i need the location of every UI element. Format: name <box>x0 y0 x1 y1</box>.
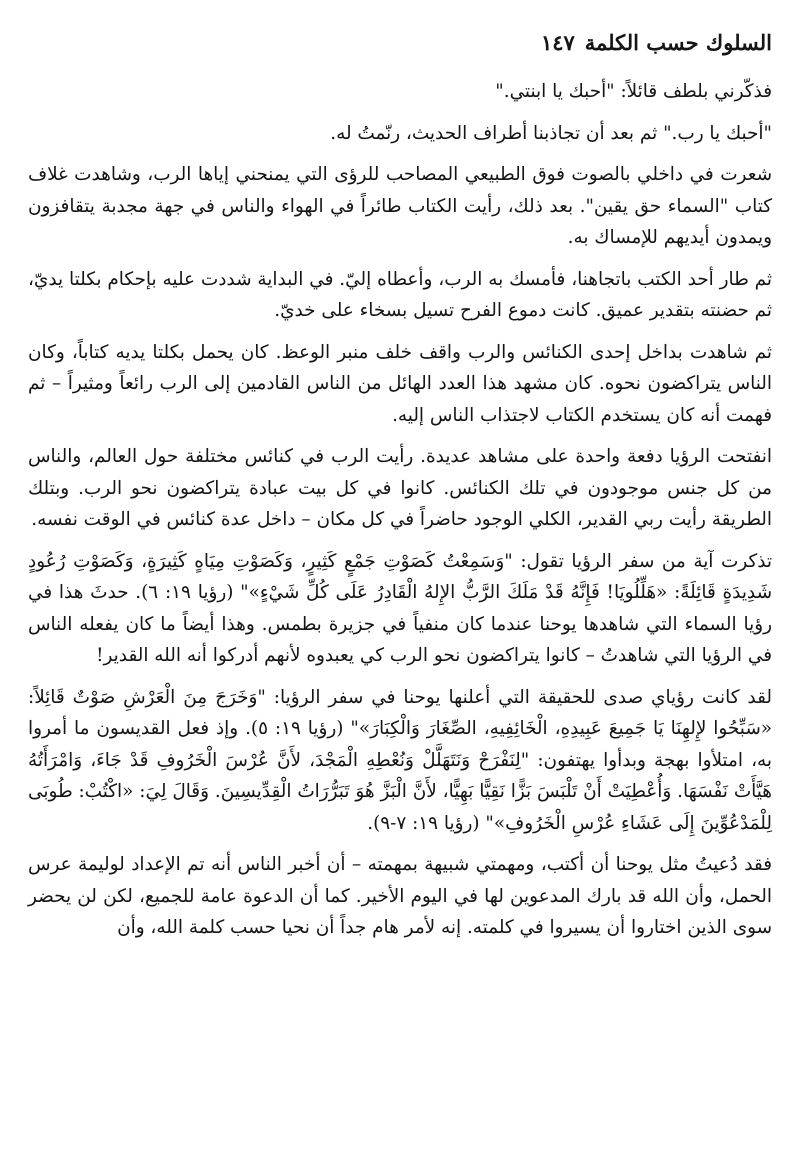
paragraph: ثم شاهدت بداخل إحدى الكنائس والرب واقف خلف منبر الوعظ. كان يحمل بكلتا يديه كتاباً، وكان الناس يتراكضون نحوه. كان مشهد هذا العدد الهائل من الناس القادمين إلى الرب رائعاً ومثيراً – ثم فهمت أنه كان يستخدم الكتاب لاجتذاب الناس إليه. <box>28 341 772 426</box>
paragraph: انفتحت الرؤيا دفعة واحدة على مشاهد عديدة. رأيت الرب في كنائس مختلفة حول العالم، والناس من كل جنس موجودون في تلك الكنائس. كانوا في كل بيت عبادة يتراكضون نحو الرب. وبتلك الطريقة رأيت ربي القدير، الكلي الوجود حاضراً في كل مكان – داخل عدة كنائس في الوقت نفسه. <box>28 446 772 530</box>
paragraph: فذكّرني بلطف قائلاً: "أحبك يا ابنتي." <box>495 81 772 102</box>
paragraph: تذكرت آية من سفر الرؤيا تقول: "وَسَمِعْتُ كَصَوْتِ جَمْعٍ كَثِيرٍ، وَكَصَوْتِ مِيَاهٍ كَثِيرَةٍ، وَكَصَوْتِ رُعُودٍ شَدِيدَةٍ قَائِلَةً: «هَلِّلُويَا! فَإِنَّهُ قَدْ مَلَكَ الرَّبُّ الإِلهُ الْقَادِرُ عَلَى كُلِّ شَيْءٍ»" (رؤيا ١٩: ٦). حدثَ هذا في رؤيا السماء التي شاهدها يوحنا عندما كان منفياً في جزيرة بطمس. وهذا أيضاً ما كان يفعله الناس في الرؤيا التي شاهدتُ – كانوا يتراكضون نحو الرب كي يعبدوه لأنهم أدركوا أنه الله القدير! <box>28 550 772 666</box>
page-number: ١٤٧ <box>540 29 575 55</box>
paragraph: لقد كانت رؤياي صدى للحقيقة التي أعلنها يوحنا في سفر الرؤيا: "وَخَرَجَ مِنَ الْعَرْشِ صَوْتٌ قَائِلاً: «سَبِّحُوا لإِلهِنَا يَا جَمِيعَ عَبِيدِهِ، الْخَائِفِيهِ، الصِّغَارَ وَالْكِبَارَ»" (رؤيا ١٩: ٥). وإذ فعل القديسون ما أمروا به، امتلأوا بهجة وبدأوا يهتفون: "لِنَفْرَحْ وَنَتَهَلَّلْ وَنُعْطِهِ الْمَجْدَ، لأَنَّ عُرْسَ الْخَرُوفِ قَدْ جَاءَ، وَامْرَأَتُهُ هَيَّأَتْ نَفْسَهَا. وَأُعْطِيَتْ أَنْ تَلْبَسَ بَزًّا نَقِيًّا بَهِيًّا، لأَنَّ الْبَزَّ هُوَ تَبَرُّرَاتُ الْقِدِّيسِينَ. وَقَالَ لِيَ: «اكْتُبْ: طُوبَى لِلْمَدْعُوِّينَ إِلَى عَشَاءِ عُرْسِ الْخَرُوفِ»" (رؤيا ١٩: ٧-٩). <box>28 686 772 834</box>
paragraph: فقد دُعيتُ مثل يوحنا أن أكتب، ومهمتي شبيهة بمهمته – أن أخبر الناس أنه تم الإعداد لوليمة عرس الحمل، وأن الله قد بارك المدعوين لها في اليوم الأخير. كما أن الدعوة عامة للجميع، لكن لن يحضر سوى الذين اختاروا أن يسيروا في كلمته. إنه لأمر هام جداً أن نحيا حسب كلمة الله، وأن <box>28 854 772 938</box>
paragraph: "أحبك يا رب." ثم بعد أن تجاذبنا أطراف الحديث، رنّمتُ له. <box>330 122 772 144</box>
paragraph: ثم طار أحد الكتب باتجاهنا، فأمسك به الرب، وأعطاه إليّ. في البداية شددت عليه بإحكام بكلتا يديّ، ثم حضنته بتقدير عميق. كانت دموع الفرح تسيل بسخاء على خديّ. <box>28 268 772 321</box>
running-header <box>28 22 772 62</box>
paragraph: شعرت في داخلي بالصوت فوق الطبيعي المصاحب للرؤى التي يمنحني إياها الرب، وشاهدت غلاف كتاب "السماء حق يقين". بعد ذلك، رأيت الكتاب طائراً في الهواء والناس في جهة مجدبة يتقافزون ويمدون أيديهم للإمساك به. <box>28 164 772 248</box>
running-title: السلوك حسب الكلمة <box>584 29 772 55</box>
body-text <box>28 76 772 944</box>
